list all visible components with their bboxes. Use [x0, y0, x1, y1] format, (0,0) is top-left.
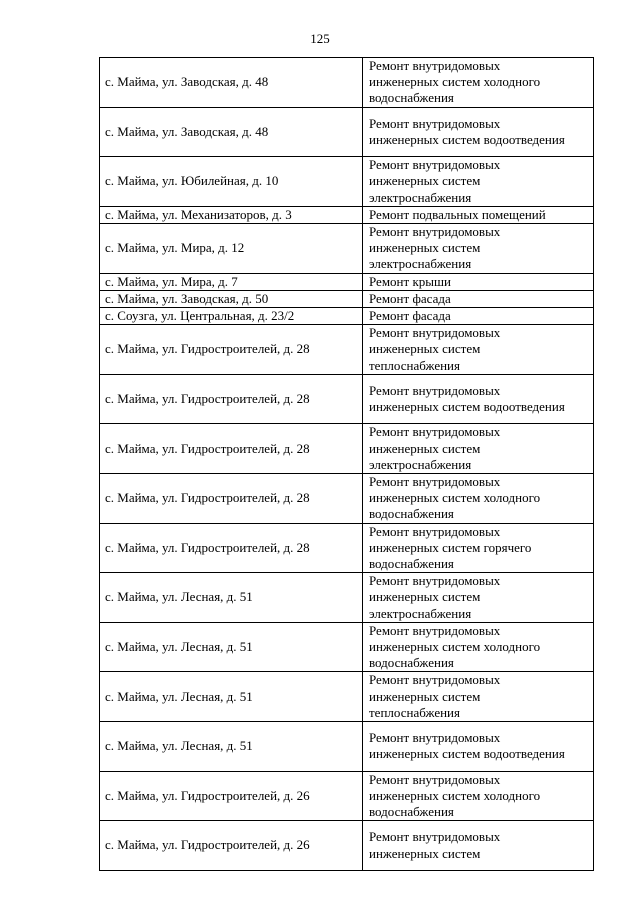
table-row: [100, 157, 594, 207]
address-cell: с. Майма, ул. Гидростроителей, д. 28: [100, 424, 363, 474]
table-row: [100, 821, 594, 871]
work-type-line: Ремонт внутридомовых: [369, 523, 501, 539]
address-cell: с. Майма, ул. Гидростроителей, д. 28: [100, 474, 363, 524]
work-type-line: Ремонт внутридомовых: [369, 157, 501, 173]
work-type-line: инженерных систем: [369, 440, 481, 456]
address-cell: с. Майма, ул. Заводская, д. 48: [100, 107, 363, 157]
repair-table: [99, 57, 594, 871]
work-type-line: Ремонт внутридомовых: [369, 424, 501, 440]
work-type-line: электроснабжения: [369, 256, 472, 272]
work-type-line: инженерных систем водоотведения: [369, 399, 565, 415]
work-type-line: Ремонт внутридомовых: [369, 325, 501, 341]
address-cell: с. Майма, ул. Гидростроителей, д. 26: [100, 771, 363, 821]
work-type-line: инженерных систем холодного: [369, 74, 541, 90]
work-type-line: электроснабжения: [369, 456, 472, 472]
work-type-cell: [363, 206, 594, 223]
work-type-line: Ремонт внутридомовых: [369, 730, 501, 746]
work-type-cell: [363, 722, 594, 772]
work-type-line: теплоснабжения: [369, 704, 460, 720]
table-row: [100, 374, 594, 424]
address-cell: с. Майма, ул. Мира, д. 7: [100, 273, 363, 290]
address-cell: с. Майма, ул. Лесная, д. 51: [100, 573, 363, 623]
work-type-line: инженерных систем водоотведения: [369, 131, 565, 147]
work-type-line: Ремонт подвальных помещений: [369, 206, 546, 222]
address-cell: с. Майма, ул. Лесная, д. 51: [100, 672, 363, 722]
work-type-cell: [363, 573, 594, 623]
table-row: [100, 107, 594, 157]
work-type-line: Ремонт внутридомовых: [369, 829, 501, 845]
table-row: [100, 672, 594, 722]
work-type-cell: [363, 107, 594, 157]
work-type-line: Ремонт внутридомовых: [369, 58, 501, 73]
table-row: [100, 325, 594, 375]
work-type-line: Ремонт внутридомовых: [369, 573, 501, 589]
work-type-line: электроснабжения: [369, 189, 472, 205]
work-type-line: Ремонт внутридомовых: [369, 672, 501, 688]
work-type-cell: [363, 308, 594, 325]
work-type-line: инженерных систем: [369, 589, 481, 605]
work-type-cell: [363, 273, 594, 290]
work-type-line: электроснабжения: [369, 605, 472, 621]
address-cell: с. Майма, ул. Гидростроителей, д. 26: [100, 821, 363, 871]
table-row: [100, 58, 594, 108]
work-type-line: Ремонт внутридомовых: [369, 115, 501, 131]
work-type-cell: [363, 325, 594, 375]
work-type-cell: [363, 672, 594, 722]
address-cell: с. Майма, ул. Мира, д. 12: [100, 224, 363, 274]
work-type-line: водоснабжения: [369, 556, 454, 572]
work-type-line: Ремонт фасада: [369, 290, 451, 306]
address-cell: с. Майма, ул. Лесная, д. 51: [100, 622, 363, 672]
work-type-line: инженерных систем: [369, 173, 481, 189]
work-type-line: инженерных систем: [369, 845, 481, 861]
table-row: [100, 308, 594, 325]
address-cell: с. Майма, ул. Механизаторов, д. 3: [100, 206, 363, 223]
work-type-line: инженерных систем водоотведения: [369, 746, 565, 762]
work-type-cell: [363, 224, 594, 274]
work-type-cell: [363, 58, 594, 108]
address-cell: с. Майма, ул. Гидростроителей, д. 28: [100, 374, 363, 424]
address-cell: с. Майма, ул. Заводская, д. 50: [100, 290, 363, 307]
work-type-line: инженерных систем: [369, 240, 481, 256]
table-row: [100, 523, 594, 573]
address-cell: с. Соузга, ул. Центральная, д. 23/2: [100, 308, 363, 325]
work-type-line: Ремонт внутридомовых: [369, 771, 501, 787]
table-row: [100, 573, 594, 623]
work-type-line: Ремонт внутридомовых: [369, 622, 501, 638]
work-type-cell: [363, 474, 594, 524]
address-cell: с. Майма, ул. Заводская, д. 48: [100, 58, 363, 108]
work-type-line: Ремонт крыши: [369, 273, 451, 289]
page-number: 125: [310, 31, 330, 46]
table-row: [100, 474, 594, 524]
table-row: [100, 273, 594, 290]
table-row: [100, 771, 594, 821]
work-type-line: Ремонт внутридомовых: [369, 382, 501, 398]
work-type-line: Ремонт фасада: [369, 308, 451, 324]
work-type-cell: [363, 374, 594, 424]
table-row: [100, 290, 594, 307]
work-type-cell: [363, 424, 594, 474]
table-row: [100, 722, 594, 772]
table-row: [100, 224, 594, 274]
work-type-cell: [363, 157, 594, 207]
work-type-line: инженерных систем холодного: [369, 787, 541, 803]
table-row: [100, 424, 594, 474]
work-type-line: инженерных систем: [369, 688, 481, 704]
table-row: [100, 206, 594, 223]
work-type-cell: [363, 523, 594, 573]
work-type-line: инженерных систем холодного: [369, 490, 541, 506]
table-row: [100, 622, 594, 672]
work-type-line: водоснабжения: [369, 506, 454, 522]
work-type-line: Ремонт внутридомовых: [369, 224, 501, 240]
repair-table-body: [100, 58, 594, 871]
work-type-line: Ремонт внутридомовых: [369, 474, 501, 490]
work-type-line: инженерных систем горячего: [369, 539, 532, 555]
work-type-line: инженерных систем: [369, 341, 481, 357]
address-cell: с. Майма, ул. Гидростроителей, д. 28: [100, 325, 363, 375]
work-type-line: теплоснабжения: [369, 357, 460, 373]
address-cell: с. Майма, ул. Лесная, д. 51: [100, 722, 363, 772]
work-type-cell: [363, 290, 594, 307]
work-type-cell: [363, 771, 594, 821]
work-type-line: водоснабжения: [369, 655, 454, 671]
work-type-line: инженерных систем холодного: [369, 639, 541, 655]
work-type-cell: [363, 622, 594, 672]
address-cell: с. Майма, ул. Гидростроителей, д. 28: [100, 523, 363, 573]
work-type-line: водоснабжения: [369, 90, 454, 106]
work-type-cell: [363, 821, 594, 871]
work-type-line: водоснабжения: [369, 804, 454, 820]
address-cell: с. Майма, ул. Юбилейная, д. 10: [100, 157, 363, 207]
